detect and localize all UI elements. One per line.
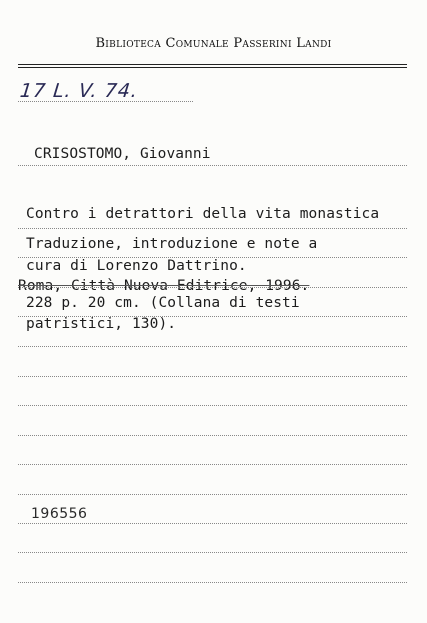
rule-13 [18,582,407,583]
description-line-5: patristici, 130). [26,316,177,332]
author-heading: CRISOSTOMO, Giovanni [34,146,211,162]
description-line-3: Roma, Città Nuova Editrice, 1996. [18,278,310,294]
description-line-1: Traduzione, introduzione e note a [26,236,318,252]
accession-number: 196556 [31,506,88,522]
description-line-2: cura di Lorenzo Dattrino. [26,258,247,274]
rule-8 [18,435,407,436]
shelfmark-rule [18,101,193,102]
rule-12 [18,552,407,553]
title-rule [18,228,407,229]
rule-6 [18,376,407,377]
library-header: Biblioteca Comunale Passerini Landi [95,36,332,51]
title-line: Contro i detrattori della vita monastica [26,206,380,222]
rule-7 [18,405,407,406]
rule-9 [18,464,407,465]
description-line-4: 228 p. 20 cm. (Collana di testi [26,295,300,311]
rule-11 [18,523,407,524]
header-rule-top [18,64,407,65]
rule-10 [18,494,407,495]
rule-3 [18,287,407,288]
author-rule [18,165,407,166]
header-rule-bottom [18,67,407,68]
rule-5 [18,346,407,347]
shelfmark: 17 L. V. 74. [18,80,140,102]
